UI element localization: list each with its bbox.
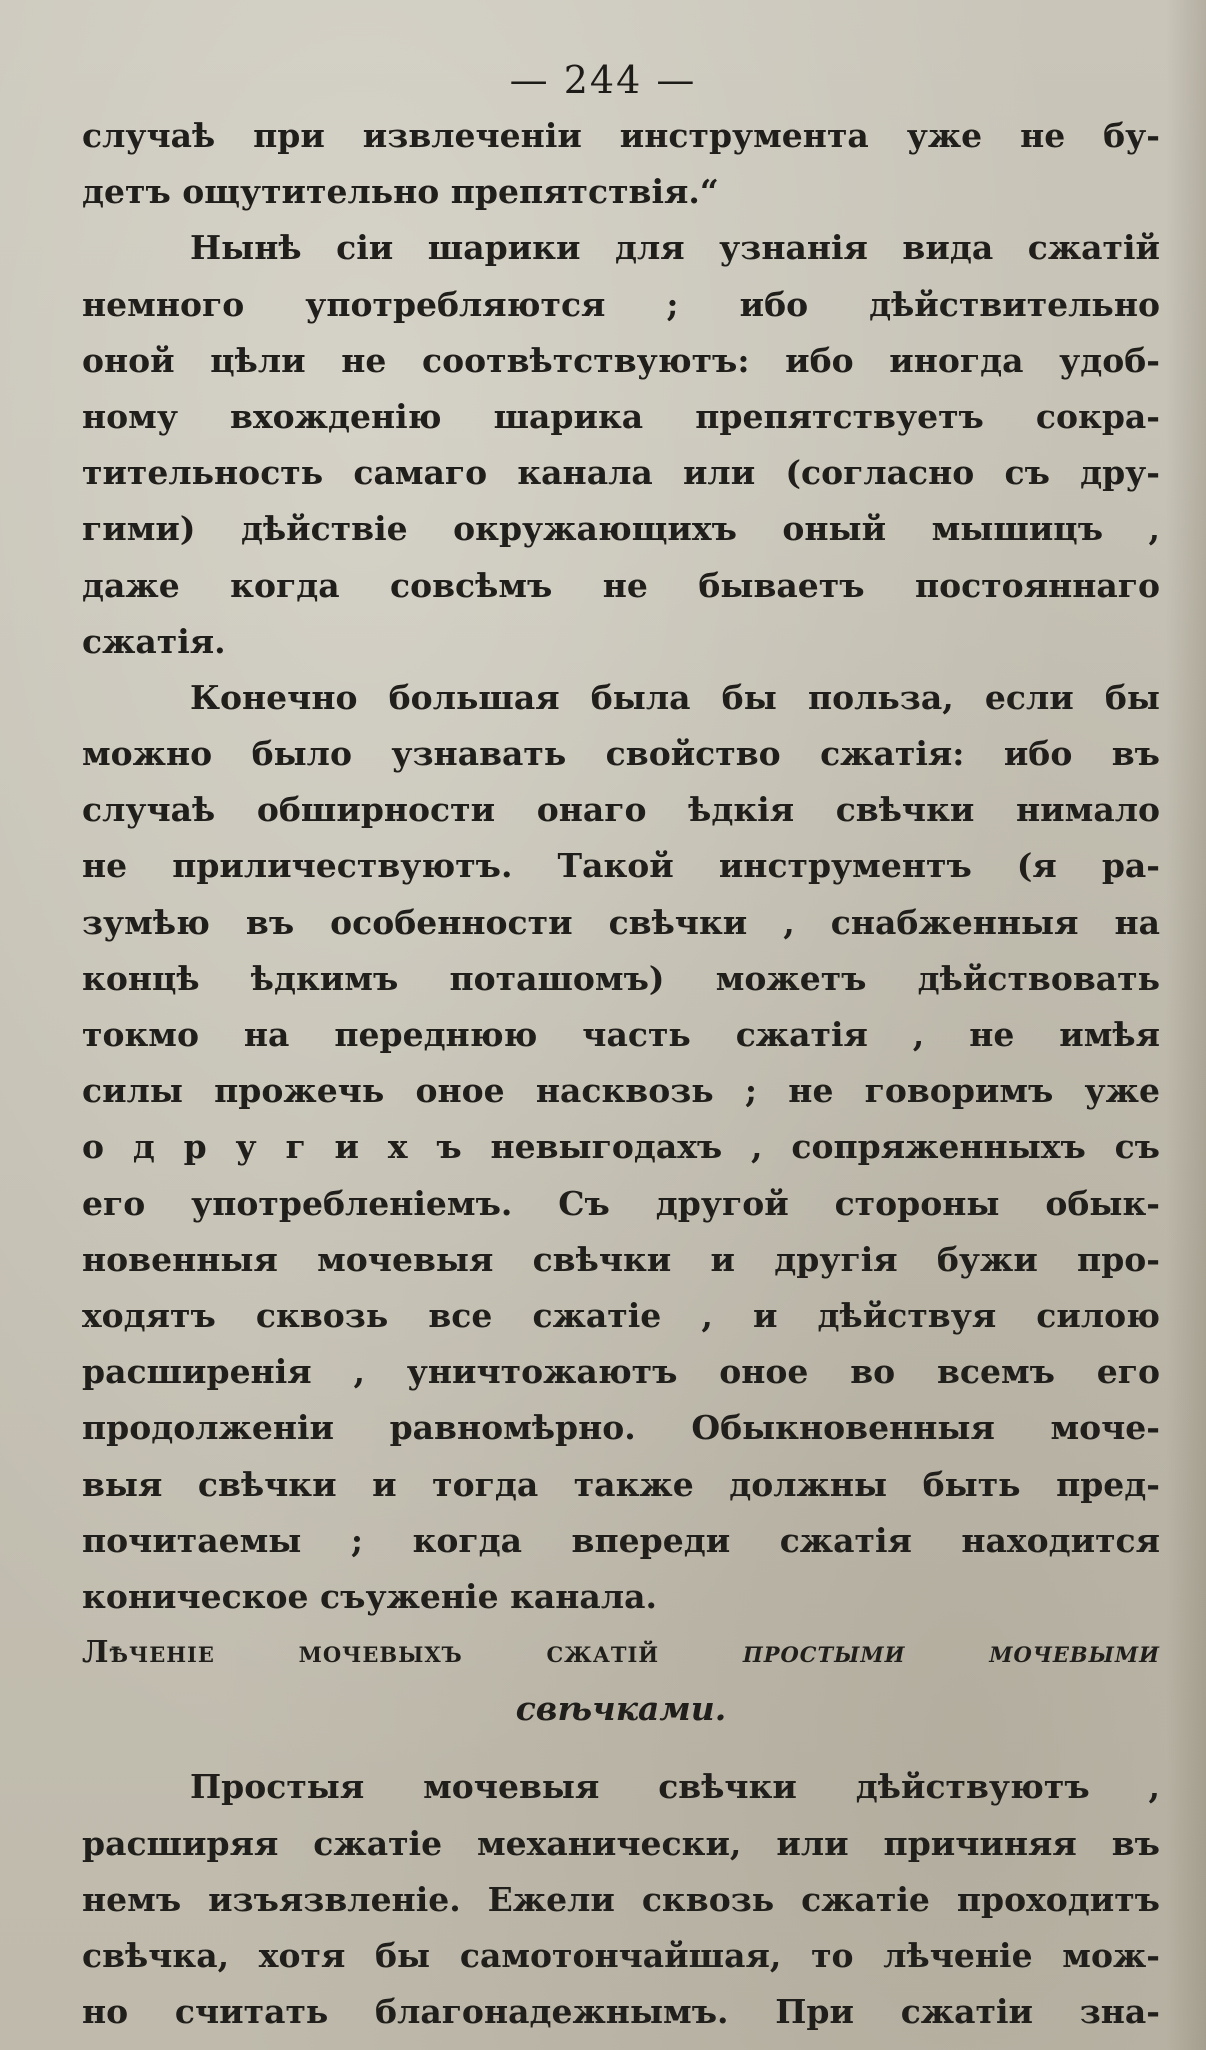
text-line-17: токмо на переднюю часть сжатія , не имѣя xyxy=(82,1015,1160,1054)
text-line-28: Простыя мочевыя свѣчки дѣйствуютъ , xyxy=(190,1767,1160,1807)
text-line-5: оной цѣли не соотвѣтствуютъ: ибо иногда удоб- xyxy=(82,340,1160,380)
text-line-26: почитаемы ; когда впереди сжатія находится xyxy=(82,1520,1160,1560)
page-body xyxy=(82,108,1160,2040)
text-line-13: случаѣ обширности онаго ѣдкія свѣчки нимало xyxy=(82,790,1160,830)
text-line-31: свѣчка, хотя бы самотончайшая, то лѣченіе мож- xyxy=(82,1936,1160,1975)
text-line-1: случаѣ при извлеченіи инструмента уже не бу- xyxy=(82,116,1160,155)
text-line-18: силы прожечь оное насквозь ; не говоримъ уже xyxy=(82,1071,1160,1111)
text-line-32: но считать благонадежнымъ. При сжатіи зна- xyxy=(82,1992,1160,2032)
text-line-6: ному вхожденію шарика препятствуетъ сокра- xyxy=(82,396,1160,436)
text-line-9: даже когда совсѣмъ не бываетъ постояннаго xyxy=(82,565,1160,605)
text-line-22: ходятъ сквозь все сжатіе , и дѣйствуя силою xyxy=(82,1295,1160,1335)
text-line-30: немъ изъязвленіе. Ежели сквозь сжатіе проходитъ xyxy=(82,1879,1160,1919)
text-line-15: зумѣю въ особенности свѣчки , снабженныя на xyxy=(82,902,1160,942)
text-line-25: выя свѣчки и тогда также должны быть пред- xyxy=(82,1464,1160,1504)
heading-spacer xyxy=(82,1737,1160,1759)
text-line-27: коническое съуженіе канала. xyxy=(82,1576,657,1616)
section-heading-line-1 xyxy=(82,1625,1160,1681)
text-line-23: расширенія , уничтожаютъ оное во всемъ его xyxy=(82,1352,1160,1392)
section-heading-plain: Лѣченіе мочевыхъ сжатій xyxy=(82,1635,660,1671)
text-line-11: Конечно большая была бы польза, если бы xyxy=(190,677,1160,717)
text-line-19: о д р у г и х ъ невыгодахъ , сопряженныхъ съ xyxy=(82,1127,1160,1167)
page-number: — 244 — xyxy=(509,58,697,102)
text-line-2: детъ ощутительно препятствія.“ xyxy=(82,172,719,212)
text-line-20: его употребленіемъ. Съ другой стороны обык- xyxy=(82,1183,1160,1223)
text-line-4: немного употребляются ; ибо дѣйствительно xyxy=(82,284,1160,324)
text-line-7: тительность самаго канала или (согласно съ дру- xyxy=(82,453,1160,493)
text-line-24: продолженіи равномѣрно. Обыкновенныя моче- xyxy=(82,1408,1160,1448)
text-line-8: гими) дѣйствіе окружающихъ оный мышицъ , xyxy=(82,509,1160,549)
text-line-14: не приличествуютъ. Такой инструментъ (я ра- xyxy=(82,846,1160,886)
text-line-16: концѣ ѣдкимъ поташомъ) можетъ дѣйствовать xyxy=(82,958,1160,998)
text-line-3: Нынѣ сіи шарики для узнанія вида сжатій xyxy=(190,228,1160,268)
section-heading-line-2: свѣчками. xyxy=(515,1689,727,1729)
text-line-12: можно было узнавать свойство сжатія: ибо въ xyxy=(82,734,1160,774)
section-heading-italic-1: простыми мочевыми xyxy=(742,1635,1160,1671)
text-line-29: расширяя сжатіе механически, или причиняя въ xyxy=(82,1823,1160,1863)
text-line-10: сжатія. xyxy=(82,621,226,661)
text-line-21: новенныя мочевыя свѣчки и другія бужи про- xyxy=(82,1239,1160,1279)
